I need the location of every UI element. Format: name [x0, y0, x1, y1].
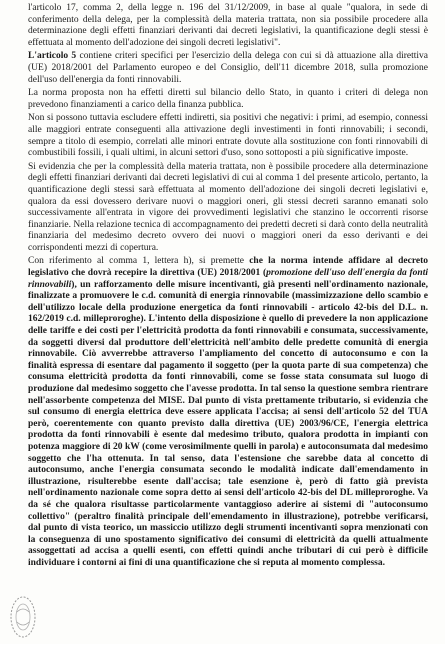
- paragraph-budget-law-reference: l'articolo 17, comma 2, della legge n. 196 del 31/12/2009, in base al quale "qualora, in sede di conferimento della delega, per la complessità della materia trattata, non sia possibile procedere alla determinazione degli effetti finanziari derivanti dai decreti legislativi, la quantificazione degli stessi è effettuata al momento dell'adozione dei singoli decreti legislativi".: [28, 3, 428, 48]
- comma-1-bold-text-2: ), un rafforzamento delle misure incentivanti, già presenti nell'ordinamento nazionale, finalizzate a promuovere le c.d. comunità di energia rinnovabile (massimizzazione dello scambio e dell'utilizzo locale della produzione energetica da fonti rinnovabili - articolo 42-bis del D.L. n. 162/2019 c.d. milleproroghe). L'intento della disposizione è quello di prevedere la non applicazione delle tariffe e dei costi per l'elettricità prodotta da fonti rinnovabili e consumata, successivamente, da soggetti diversi dal produttore dell'elettricità nell'ambito delle predette comunità di energia rinnovabile. Ciò avverrebbe attraverso l'ampliamento del concetto di autoconsumo e con la finalità espressa di esentare dal pagamento il soggetto (per la quota parte di sua competenza) che consuma elettricità prodotta da fonti rinnovabili, come se fosse stata consumata sul luogo di produzione dal medesimo soggetto che l'avesse prodotta. In tal senso la questione sembra rientrare nell'assorbente competenza del MISE. Dal punto di vista prettamente tributario, si evidenzia che sul consumo di energia elettrica deve essere applicata l'accisa; ai sensi dell'articolo 52 del TUA però, coerentemente con quanto previsto dalla direttiva (UE) 2003/96/CE, l'energia elettrica prodotta da fonti rinnovabili è esente dal medesimo tributo, qualora prodotta in impianti con potenza maggiore di 20 kW (come verosimilmente quelli in parola) e autoconsumata dal medesimo soggetto che l'ha ottenuta. In tal senso, data l'estensione che sarebbe data al concetto di autoconsumo, anche l'energia consumata secondo le modalità indicate dall'emendamento in illustrazione, risulterebbe esente dall'accisa; tale esenzione è, però di fatto già prevista nell'ordinamento nazionale come sopra detto ai sensi dell'articolo 42-bis del DL milleproroghe. Va da sé che qualora risultasse particolarmente vantaggioso aderire ai sistemi di "autoconsumo collettivo" (peraltro finalità principale dell'emendamento in illustrazione), potrebbe verificarsi, dal punto di vista teorico, un massiccio utilizzo degli strumenti incentivanti sopra menzionati con la conseguenza di uno spostamento significativo dei consumi di elettricità da quelli attualmente assoggettati ad accisa a quelli esenti, con effetti quindi anche tributari di cui però è difficile individuare i contorni ai fini di una quantificazione che si reputa al momento complessa.: [28, 279, 428, 568]
- document-body: [28, 3, 428, 572]
- paragraph-complexity-quantification: Si evidenzia che per la complessità della materia trattata, non è possibile procedere alla determinazione degli effetti finanziari derivanti dai decreti legislativi di cui al comma 1 del presente articolo, pertanto, la quantificazione degli stessi sarà effettuata al momento dell'adozione dei singoli decreti legislativi e, qualora da essi dovessero derivare nuovi o maggiori oneri, gli stessi decreti saranno emanati solo successivamente all'entrata in vigore dei provvedimenti legislativi che stanzino le occorrenti risorse finanziarie. Nella relazione tecnica di accompagnamento dei predetti decreti si darà conto della neutralità finanziaria del medesimo decreto ovvero dei nuovi o maggiori oneri da esso derivanti e dei corrispondenti mezzi di copertura.: [28, 161, 428, 253]
- paragraph-article-5: [28, 51, 428, 86]
- paragraph-no-direct-effects: La norma proposta non ha effetti diretti sul bilancio dello Stato, in quanto i criteri di delega non prevedono finanziamenti a carico della finanza pubblica.: [28, 88, 428, 110]
- comma-1-bold-text-1: che la norma intende affidare al decreto legislativo che dovrà recepire la direttiva (UE) 2018/2001 (: [28, 256, 428, 279]
- official-stamp-icon: [8, 594, 38, 640]
- comma-1-directive-title: promozione dell'uso dell'energia da fonti rinnovabili: [28, 268, 428, 290]
- article-5-text: contiene criteri specifici per l'esercizio della delega con cui si dà attuazione alla direttiva (UE) 2018/2001 del Parlamento europeo e del Consiglio, dell'11 dicembre 2018, sulla promozione dell'uso dell'energia da fonti rinnovabili.: [28, 51, 428, 85]
- paragraph-comma-1-letter-h: [28, 256, 428, 569]
- paragraph-indirect-effects: Non si possono tuttavia escludere effetti indiretti, sia positivi che negativi: i primi, ad esempio, connessi alle maggiori entrate conseguenti alla attivazione degli investimenti in fonti rinnovabili; i secondi, sempre a titolo di esempio, correlati alle minori entrate dovute alla sostituzione con fonti rinnovabili di combustibili fossili, i quali ultimi, in alcuni settori d'uso, sono sottoposti a più significative imposte.: [28, 113, 428, 159]
- comma-1-intro: Con riferimento al comma 1, lettera h), si premette: [28, 256, 250, 267]
- article-5-heading: L'articolo 5: [28, 51, 77, 62]
